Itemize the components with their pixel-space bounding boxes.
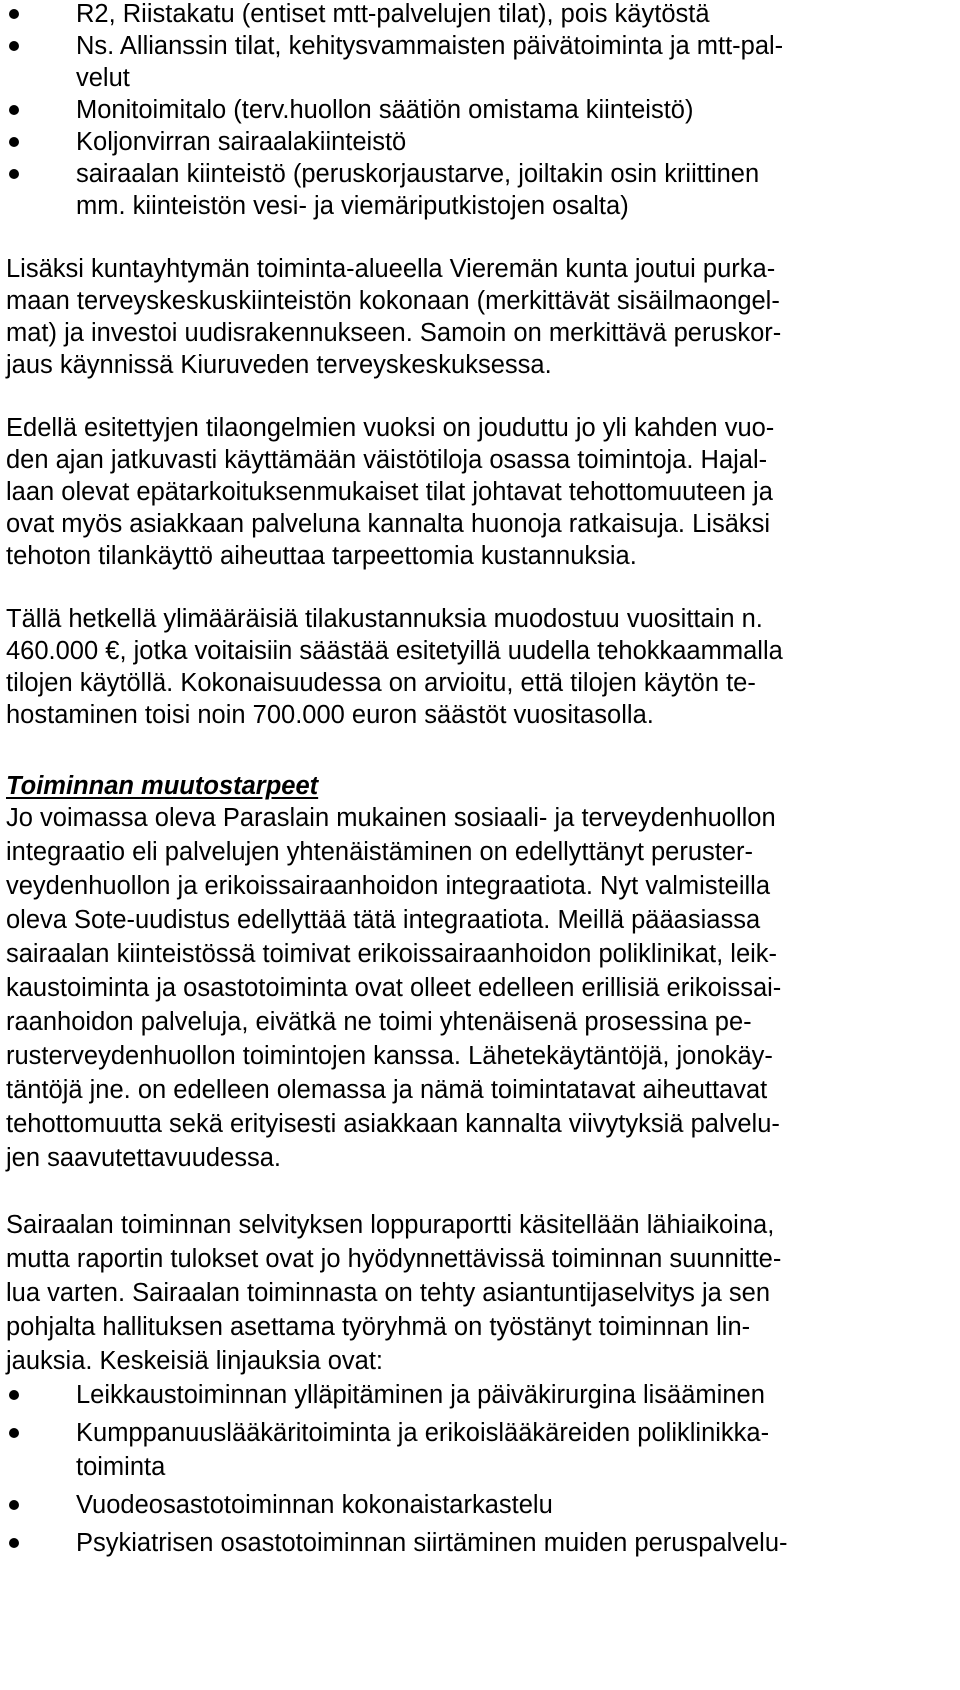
bullet-icon [7,126,21,158]
bullet-icon [7,158,21,190]
bullet-icon [7,0,21,30]
bullet-icon [7,1417,21,1449]
section-heading: Toiminnan muutostarpeet [6,772,319,800]
bullet-icon [7,1379,21,1411]
bullet-icon [7,30,21,62]
bullet-icon [7,1489,21,1521]
bullet-icon [7,1527,21,1559]
document-page: R2, Riistakatu (entiset mtt-palvelujen tilat), pois käytöstä Ns. Allianssin tilat, kehitysvammaisten päivätoiminta ja mtt-pal- velut Monitoimitalo (terv.huollon säätiön omistama kiinteistö) Koljonvirran sairaalakiinteistö sairaalan kiinteistö (peruskorjaustarve, joiltakin osin kriittinen mm. kiinteistön vesi- ja viemäriputkistojen osalta) Lisäksi kuntayhtymän toiminta-alueella Vieremän kunta joutui purka- maan terveyskeskuskiinteistön kokonaan (merkittävät sisäilmaongel- mat) ja investoi uudisrakennukseen. Samoin on merkittävä peruskor- jaus käynnissä Kiuruveden terveyskeskuksessa. Edellä esitettyjen tilaongelmien vuoksi on jouduttu jo yli kahden vuo- den ajan jatkuvasti käyttämään väistötiloja osassa toimintoja. Hajal- laan olevat epätarkoituksenmukaiset tilat johtavat tehottomuuteen ja ovat myös asiakkaan palveluna kannalta huonoja ratkaisuja. Lisäksi tehoton tilankäyttö aiheuttaa tarpeettomia kustannuksia. Tällä hetkellä ylimääräisiä tilakustannuksia muodostuu vuosittain n. 460.000 €, jotka voitaisiin säästää esitetyillä uudella tehokkaammalla tilojen käytöllä. Kokonaisuudessa on arvioitu, että tilojen käytön te- hostaminen toisi noin 700.000 euron säästöt vuositasolla. Toiminnan muutostarpeet Jo voimassa oleva Paraslain mukainen sosiaali- ja terveydenhuollon integraatio eli palvelujen yhtenäistäminen on edellyttänyt peruster- veydenhuollon ja erikoissairaanhoidon integraatiota. Nyt valmisteilla oleva Sote-uudistus edellyttää tätä integraatiota. Meillä pääasiassa sairaalan kiinteistössä toimivat erikoissairaanhoidon poliklinikat, leik- kaustoiminta ja osastotoiminta ovat olleet edelleen erillisiä erikoissai- raanhoidon palveluja, eivätkä ne toimi yhtenäisenä prosessina pe- rusterveydenhuollon toimintojen kanssa. Lähetekäytäntöjä, jonokäy- täntöjä jne. on edelleen olemassa ja nämä toimintatavat aiheuttavat tehottomuutta sekä erityisesti asiakkaan kannalta viivytyksiä palvelu- jen saavutettavuudessa. Sairaalan toiminnan selvityksen loppuraportti käsitellään lähiaikoina, mutta raportin tulokset ovat jo hyödynnettävissä toiminnan suunnitte- lua varten. Sairaalan toiminnasta on tehty asiantuntijaselvitys ja sen pohjalta hallituksen asettama työryhmä on työstänyt toiminnan lin- jauksia. Keskeisiä linjauksia ovat: Leikkaustoiminnan ylläpitäminen ja päiväkirurgina lisääminen Kumppanuuslääkäritoiminta ja erikoislääkäreiden poliklinikka- toiminta Vuodeosastotoiminnan kokonaistarkastelu Psykiatrisen osastotoiminnan siirtäminen muiden peruspalvelu- [6,0,788,1557]
bullet-icon [7,94,21,126]
